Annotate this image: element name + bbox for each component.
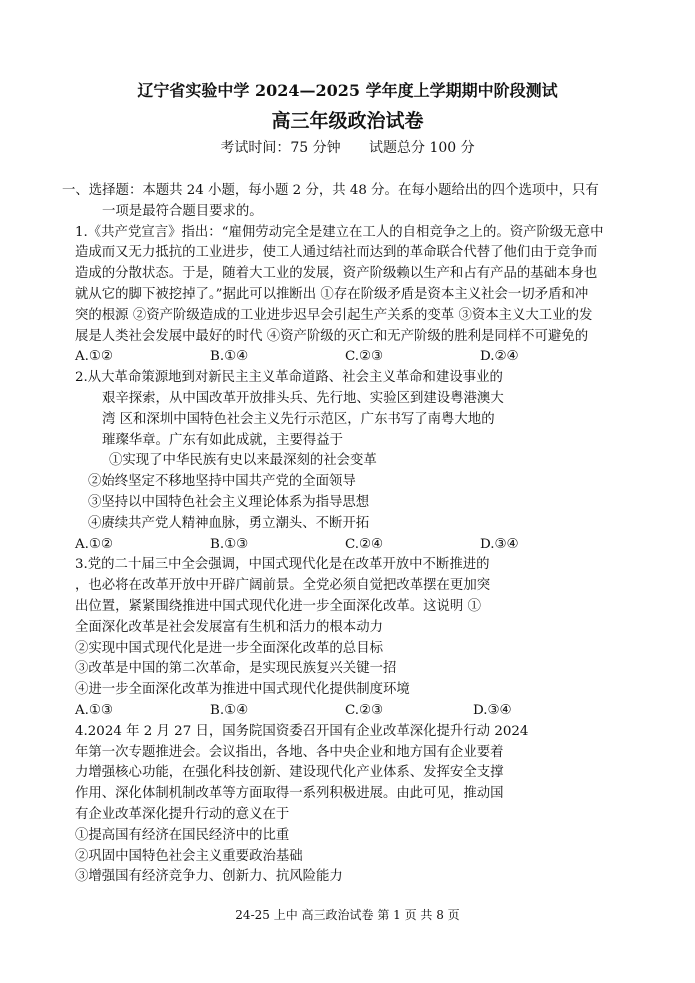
option-c: C.②③ (345, 702, 384, 718)
question-line: ②始终坚定不移地坚持中国共产党的全面领导 (88, 474, 356, 490)
section-line: 一、选择题：本题共 24 小题，每小题 2 分，共 48 分。在每小题给出的四个选项中，只有 (62, 183, 599, 198)
option-d: D.②④ (480, 349, 519, 365)
question-line: 造成而又无力抵抗的工业进步，使工人通过结社而达到的革命联合代替了他们由于竞争而 (75, 245, 598, 261)
exam-body (62, 181, 630, 888)
total-score: 试题总分 100 分 (369, 140, 475, 156)
question-1 (75, 223, 630, 369)
option-a: A.①② (75, 349, 113, 365)
question-line: 造成的分散状态。于是，随着大工业的发展，资产阶级赖以生产和占有产品的基础本身也 (75, 266, 598, 282)
question-line: ③坚持以中国特色社会主义理论体系为指导思想 (88, 494, 370, 510)
question-3 (75, 555, 630, 721)
question-line: 2.从大革命策源地到对新民主主义革命道路、社会主义革命和建设事业的 (75, 370, 503, 386)
page-footer: 24-25 上中 高三政治试卷 第 1 页 共 8 页 (235, 908, 460, 922)
question-line: ，也必将在改革开放中开辟广阔前景。全党必须自觉把改革摆在更加突 (75, 578, 491, 594)
question-line: 湾 区和深圳中国特色社会主义先行示范区，广东书写了南粤大地的 (102, 411, 495, 427)
question-2 (75, 368, 630, 555)
exam-meta (0, 137, 695, 157)
question-line: 年第一次专题推进会。会议指出，各地、各中央企业和地方国有企业要着 (75, 744, 504, 760)
answer-options (75, 701, 630, 722)
option-b: B.①④ (210, 702, 249, 718)
option-d: D.③④ (480, 536, 519, 552)
section-heading (62, 181, 630, 223)
question-line: ①实现了中华民族有史以来最深刻的社会变革 (109, 453, 377, 469)
option-c: C.②③ (345, 349, 384, 365)
question-line: ③增强国有经济竞争力、创新力、抗风险能力 (75, 869, 343, 885)
section-line: 一项是最符合题目要求的。 (102, 203, 263, 219)
question-line: ①提高国有经济在国民经济中的比重 (75, 827, 290, 843)
option-b: B.①④ (210, 349, 249, 365)
question-line: ④赓续共产党人精神血脉，勇立潮头、不断开拓 (88, 515, 370, 531)
option-a: A.①② (75, 536, 113, 552)
question-line: ②实现中国式现代化是进一步全面深化改革的总目标 (75, 640, 383, 656)
question-line: ②巩固中国特色社会主义重要政治基础 (75, 848, 303, 864)
option-a: A.①③ (75, 702, 113, 718)
question-line: 就从它的脚下被挖掉了。”据此可以推断出 ①存在阶级矛盾是资本主义社会一切矛盾和冲 (75, 286, 589, 302)
question-line: ④进一步全面深化改革为推进中国式现代化提供制度环境 (75, 682, 410, 698)
answer-options (75, 535, 630, 556)
question-line: 力增强核心功能，在强化科技创新、建设现代化产业体系、发挥安全支撑 (75, 765, 504, 781)
exam-paper-title: 高三年级政治试卷 (271, 110, 424, 132)
question-line: 璀璨华章。广东有如此成就，主要得益于 (102, 432, 344, 448)
question-line: 3.党的二十届三中全会强调，中国式现代化是在改革开放中不断推进的 (75, 557, 490, 573)
option-d: D.③④ (473, 702, 512, 718)
question-line: 出位置，紧紧围绕推进中国式现代化进一步全面深化改革。这说明 ① (75, 598, 481, 614)
option-b: B.①③ (210, 536, 249, 552)
school-exam-title: 辽宁省实验中学 2024—2025 学年度上学期期中阶段测试 (137, 81, 558, 100)
question-line: ③改革是中国的第二次革命，是实现民族复兴关键一招 (75, 661, 397, 677)
question-line: 展是人类社会发展中最好的时代 ④资产阶级的灭亡和无产阶级的胜利是同样不可避免的 (75, 328, 589, 344)
question-line: 1.《共产党宣言》指出：“雇佣劳动完全是建立在工人的自相竞争之上的。资产阶级无意中 (75, 224, 604, 240)
question-line: 4.2024 年 2 月 27 日，国务院国资委召开国有企业改革深化提升行动 2024 (75, 723, 529, 739)
question-4 (75, 722, 630, 888)
exam-time: 考试时间：75 分钟 (220, 140, 341, 156)
answer-options (75, 347, 630, 368)
option-c: C.②④ (345, 536, 384, 552)
question-line: 作用、深化体制机制改革等方面取得一系列积极进展。由此可见，推动国 (75, 786, 504, 802)
question-line: 艰辛探索，从中国改革开放排头兵、先行地、实验区到建设粤港澳大 (102, 390, 504, 406)
question-line: 有企业改革深化提升行动的意义在于 (75, 806, 290, 822)
question-line: 突的根源 ②资产阶级造成的工业进步迟早会引起生产关系的变革 ③资本主义大工业的发 (75, 307, 593, 323)
question-line: 全面深化改革是社会发展富有生机和活力的根本动力 (75, 619, 383, 635)
